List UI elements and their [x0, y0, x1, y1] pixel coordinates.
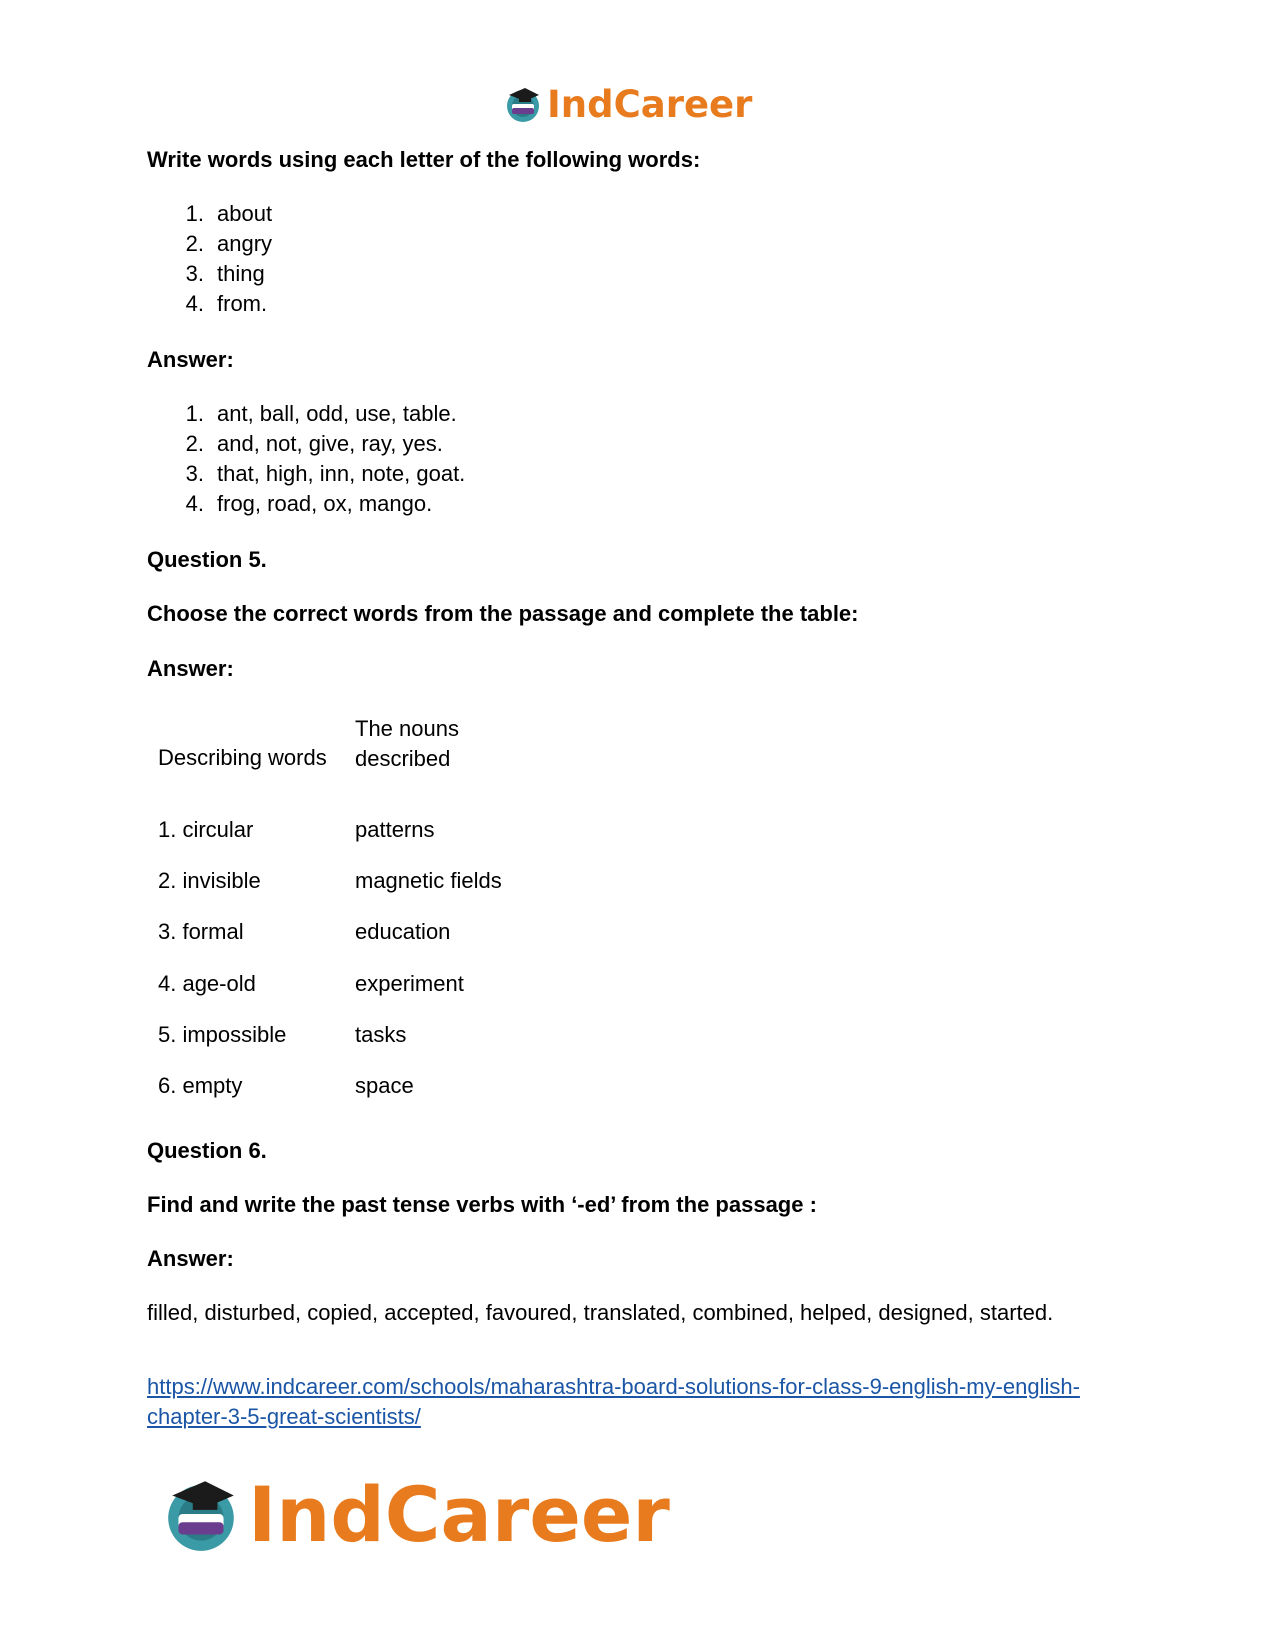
brand-wordmark: IndCareer	[547, 82, 753, 126]
table-header-nouns-line1: The nouns	[355, 716, 459, 741]
brand-logo-top	[503, 82, 773, 126]
source-link-line2: chapter-3-5-great-scientists/	[147, 1404, 421, 1429]
list-item-text: ant, ball, odd, use, table.	[217, 401, 457, 426]
table-cell-noun: experiment	[355, 971, 464, 996]
source-link[interactable]	[147, 1372, 1080, 1432]
question5-instruction: Choose the correct words from the passage and complete the table:	[147, 601, 859, 626]
table-header-describing-words: Describing words	[158, 745, 327, 770]
list-item-number: 2.	[185, 231, 204, 256]
table-cell-word: 3. formal	[158, 919, 244, 944]
table-cell-noun: tasks	[355, 1022, 407, 1047]
answer-label: Answer:	[147, 1246, 234, 1271]
list-item-number: 2.	[185, 431, 204, 456]
brand-wordmark: IndCareer	[248, 1469, 670, 1559]
list-item-text: angry	[217, 231, 273, 256]
question6-instruction: Find and write the past tense verbs with ‘-ed’ from the passage :	[147, 1192, 817, 1217]
list-item-number: 3.	[185, 461, 204, 486]
table-cell-noun: magnetic fields	[355, 868, 502, 893]
section1-instruction: Write words using each letter of the following words:	[147, 147, 701, 172]
table-cell-word: 6. empty	[158, 1073, 243, 1098]
list-item-number: 1.	[185, 201, 204, 226]
list-item-text: that, high, inn, note, goat.	[217, 461, 466, 486]
question6-label: Question 6.	[147, 1138, 267, 1163]
question5-label: Question 5.	[147, 547, 267, 572]
list-item-number: 4.	[185, 291, 204, 316]
graduation-cap-globe-icon	[503, 84, 543, 124]
list-item-text: from.	[217, 291, 268, 316]
list-item-text: and, not, give, ray, yes.	[217, 431, 443, 456]
list-item-text: thing	[217, 261, 265, 286]
answer-label: Answer:	[147, 656, 234, 681]
table-cell-noun: space	[355, 1073, 414, 1098]
list-item-number: 4.	[185, 491, 204, 516]
table-cell-word: 5. impossible	[158, 1022, 287, 1047]
list-item-number: 3.	[185, 261, 204, 286]
table-header-nouns-line2: described	[355, 746, 451, 771]
list-item-text: frog, road, ox, mango.	[217, 491, 433, 516]
question6-answer: filled, disturbed, copied, accepted, favoured, translated, combined, helped, designed, started.	[147, 1300, 1054, 1325]
graduation-cap-globe-icon	[160, 1473, 242, 1555]
answer-label: Answer:	[147, 347, 234, 372]
list-item-text: about	[217, 201, 273, 226]
table-cell-noun: patterns	[355, 817, 435, 842]
source-link-line1: https://www.indcareer.com/schools/maharashtra-board-solutions-for-class-9-english-my-english-	[147, 1374, 1080, 1399]
table-cell-word: 1. circular	[158, 817, 254, 842]
table-cell-word: 4. age-old	[158, 971, 256, 996]
list-item-number: 1.	[185, 401, 204, 426]
brand-logo-bottom	[160, 1470, 700, 1558]
table-cell-word: 2. invisible	[158, 868, 261, 893]
table-cell-noun: education	[355, 919, 451, 944]
